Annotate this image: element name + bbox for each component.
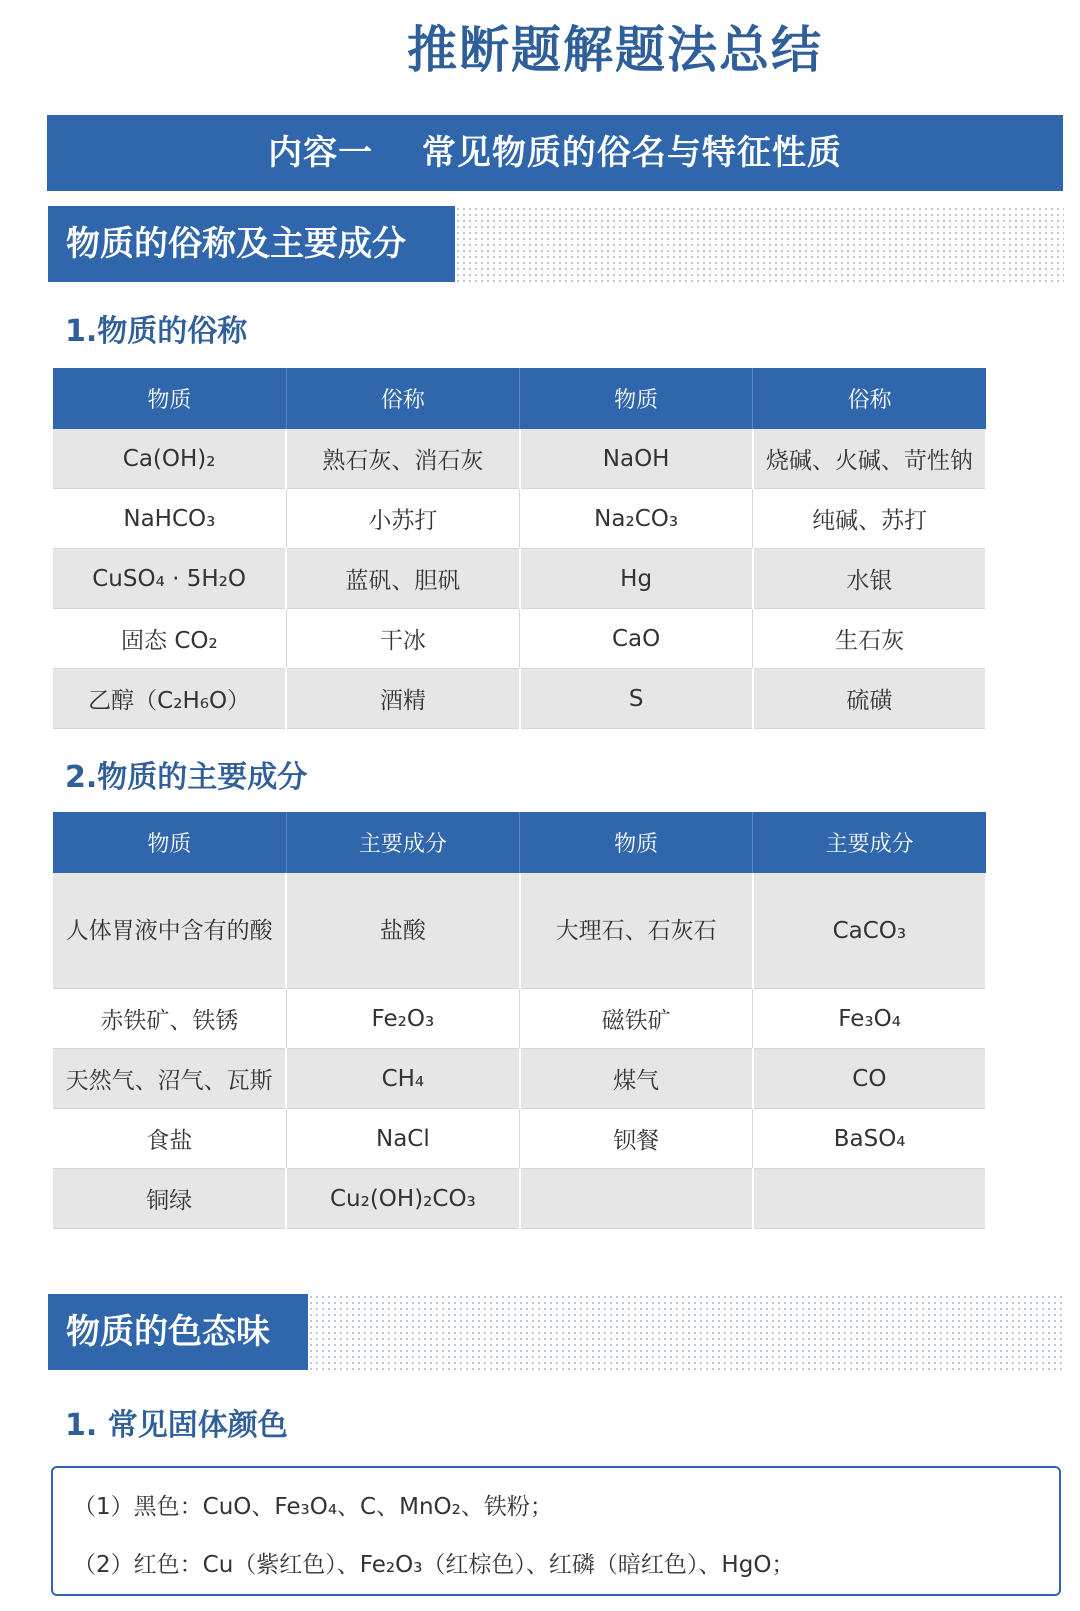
document-title: 推断题解题法总结 [407, 21, 823, 79]
table-cell: 赤铁矿、铁锈 [53, 989, 286, 1049]
table-header: 物质 [520, 812, 753, 873]
color-line: （1）黑色：CuO、Fe₃O₄、C、MnO₂、铁粉； [73, 1494, 553, 1520]
table-cell: CaCO₃ [753, 873, 986, 989]
table-cell: CuSO₄ · 5H₂O [53, 549, 286, 609]
table-cell: Na₂CO₃ [520, 489, 753, 549]
table-row [53, 989, 986, 1049]
main-components-table [53, 812, 987, 1229]
table-row [53, 489, 986, 549]
table-header: 主要成分 [286, 812, 519, 873]
table-cell: CH₄ [286, 1049, 519, 1109]
table-header: 俗称 [286, 368, 519, 429]
table-cell: 乙醇（C₂H₆O） [53, 669, 286, 729]
table-row [53, 1109, 986, 1169]
dotted-pattern [308, 1294, 1064, 1370]
section-heading-label: 物质的色态味 [48, 1294, 308, 1370]
table-row [53, 549, 986, 609]
common-names-table [53, 368, 987, 729]
table-cell: 食盐 [53, 1109, 286, 1169]
table-cell: 熟石灰、消石灰 [286, 429, 519, 489]
table-cell: 干冰 [286, 609, 519, 669]
table-cell: 人体胃液中含有的酸 [53, 873, 286, 989]
table-cell: 磁铁矿 [520, 989, 753, 1049]
table-cell: Hg [520, 549, 753, 609]
table-header: 物质 [53, 812, 286, 873]
table-cell: 钡餐 [520, 1109, 753, 1169]
table-cell: NaCl [286, 1109, 519, 1169]
content-banner [47, 115, 1063, 191]
table-cell: 生石灰 [753, 609, 986, 669]
table-cell: CO [753, 1049, 986, 1109]
section-heading-names [48, 206, 1064, 282]
table-row [53, 429, 986, 489]
section-heading-label: 物质的俗称及主要成分 [48, 206, 455, 282]
table-cell: Ca(OH)₂ [53, 429, 286, 489]
table-cell: NaOH [520, 429, 753, 489]
banner-text: 常见物质的俗名与特征性质 [421, 133, 842, 173]
table-cell: S [520, 669, 753, 729]
table-cell [520, 1169, 753, 1229]
table-cell: Fe₂O₃ [286, 989, 519, 1049]
table-cell: 小苏打 [286, 489, 519, 549]
table-row [53, 669, 986, 729]
solid-colors-box [51, 1466, 1061, 1596]
table-cell: 煤气 [520, 1049, 753, 1109]
table-header-row [53, 368, 986, 429]
table-cell: 水银 [753, 549, 986, 609]
table-row [53, 1049, 986, 1109]
table-cell: 天然气、沼气、瓦斯 [53, 1049, 286, 1109]
table-cell: BaSO₄ [753, 1109, 986, 1169]
table-cell: 铜绿 [53, 1169, 286, 1229]
table-row [53, 1169, 986, 1229]
table-cell [753, 1169, 986, 1229]
table-cell: 固态 CO₂ [53, 609, 286, 669]
table-header-row [53, 812, 986, 873]
table-header: 主要成分 [753, 812, 986, 873]
section-heading-colors [48, 1294, 1064, 1370]
table-cell: Cu₂(OH)₂CO₃ [286, 1169, 519, 1229]
table-cell: 硫磺 [753, 669, 986, 729]
table-cell: 纯碱、苏打 [753, 489, 986, 549]
table-cell: 蓝矾、胆矾 [286, 549, 519, 609]
table-header: 物质 [53, 368, 286, 429]
table-cell: CaO [520, 609, 753, 669]
table-cell: 酒精 [286, 669, 519, 729]
table-cell: 盐酸 [286, 873, 519, 989]
table-cell: 大理石、石灰石 [520, 873, 753, 989]
dotted-pattern [455, 206, 1064, 282]
table-header: 俗称 [753, 368, 986, 429]
color-line: （2）红色：Cu（紫红色）、Fe₂O₃（红棕色）、红磷（暗红色）、HgO； [73, 1552, 795, 1578]
table-cell: 烧碱、火碱、苛性钠 [753, 429, 986, 489]
table-row [53, 873, 986, 989]
subtitle-common-names: 1.物质的俗称 [65, 314, 248, 349]
table-cell: NaHCO₃ [53, 489, 286, 549]
subtitle-solid-colors: 1. 常见固体颜色 [65, 1408, 288, 1443]
banner-part: 内容一 [268, 133, 374, 173]
subtitle-main-components: 2.物质的主要成分 [65, 760, 308, 795]
table-row [53, 609, 986, 669]
table-header: 物质 [520, 368, 753, 429]
table-cell: Fe₃O₄ [753, 989, 986, 1049]
